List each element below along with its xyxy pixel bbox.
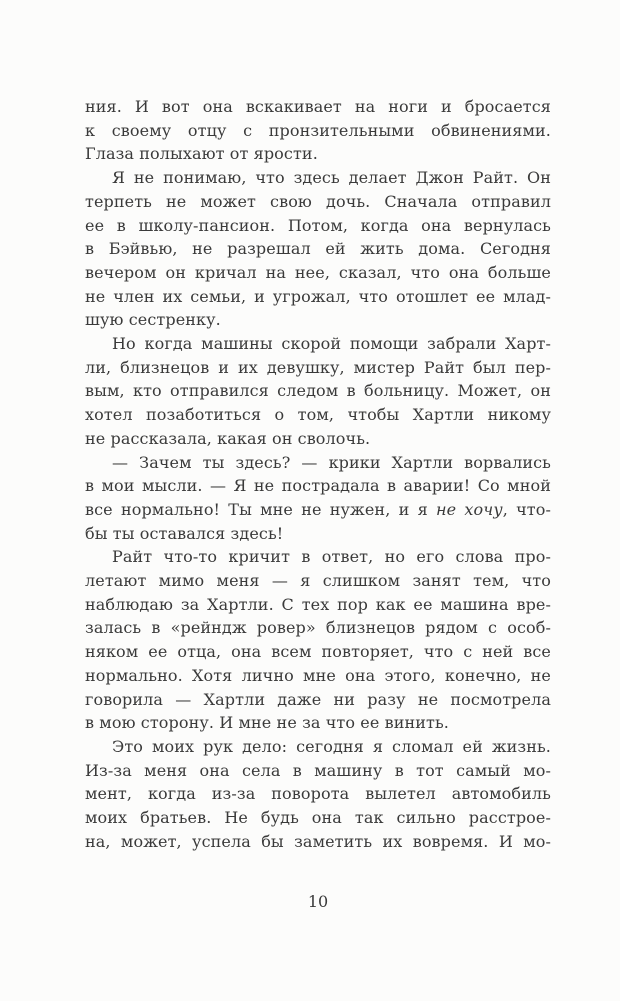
text-segment: — Зачем ты здесь? — крики Хартли ворвались: [112, 452, 551, 472]
text-line: [85, 261, 551, 285]
paragraph: [85, 166, 551, 332]
text-line: [85, 782, 551, 806]
text-segment: бы ты оставался здесь!: [85, 523, 284, 543]
text-line: [85, 166, 551, 190]
text-segment: в Бэйвью, не разрешал ей жить дома. Сегодня: [85, 239, 551, 259]
text-segment: ее в школу-пансион. Потом, когда она вернулась: [85, 215, 551, 235]
text-line: [85, 332, 551, 356]
text-segment: няком ее отца, она всем повторяет, что с ней все: [85, 642, 551, 662]
italic-text: не хочу: [436, 499, 503, 519]
paragraph: [85, 332, 551, 451]
text-segment: говорила — Хартли даже ни разу не посмотрела: [85, 689, 551, 709]
text-line: [85, 711, 551, 735]
text-line: [85, 593, 551, 617]
text-line: [85, 616, 551, 640]
text-segment: Это моих рук дело: сегодня я сломал ей жизнь.: [112, 736, 551, 756]
text-segment: летают мимо меня — я слишком занят тем, что: [85, 571, 551, 591]
text-segment: , что-: [502, 499, 551, 519]
text-line: [85, 119, 551, 143]
text-segment: Но когда машины скорой помощи забрали Харт-: [112, 334, 551, 354]
text-line: [85, 356, 551, 380]
text-segment: ния. И вот она вскакивает на ноги и бросается: [85, 97, 551, 116]
text-line: [85, 451, 551, 475]
text-segment: в мою сторону. И мне не за что ее винить.: [85, 713, 449, 733]
text-line: [85, 403, 551, 427]
text-line: [85, 759, 551, 783]
text-line: [85, 498, 551, 522]
text-line: [85, 142, 551, 166]
text-line: [85, 688, 551, 712]
text-segment: в мои мысли. — Я не пострадала в аварии! Со мной: [85, 476, 551, 496]
text-segment: не рассказала, какая он сволочь.: [85, 428, 371, 448]
page-text: [85, 95, 551, 854]
text-segment: к своему отцу с пронзительными обвинениями.: [85, 120, 551, 140]
text-line: [85, 379, 551, 403]
text-segment: шую сестренку.: [85, 310, 221, 330]
text-line: [85, 545, 551, 569]
text-segment: Глаза полыхают от ярости.: [85, 144, 318, 164]
text-segment: нормально. Хотя лично мне она этого, конечно, не: [85, 665, 551, 685]
page-number: 10: [307, 892, 329, 911]
text-line: [85, 640, 551, 664]
text-segment: моих братьев. Не будь она так сильно расстрое-: [85, 808, 551, 828]
text-line: [85, 427, 551, 451]
text-line: [85, 830, 551, 854]
text-segment: Из-за меня она села в машину в тот самый мо-: [85, 760, 551, 780]
text-segment: на, может, успела бы заметить их вовремя. И мо-: [85, 831, 551, 851]
text-line: [85, 285, 551, 309]
text-line: [85, 735, 551, 759]
text-segment: вечером он кричал на нее, сказал, что она больше: [85, 262, 551, 282]
text-line: [85, 190, 551, 214]
text-segment: не член их семьи, и угрожал, что отошлет ее млад-: [85, 286, 551, 306]
text-segment: терпеть не может свою дочь. Сначала отправил: [85, 191, 551, 211]
text-segment: Я не понимаю, что здесь делает Джон Райт. Он: [112, 168, 551, 188]
text-line: [85, 474, 551, 498]
text-segment: наблюдаю за Хартли. С тех пор как ее машина вре-: [85, 594, 551, 614]
text-line: [85, 308, 551, 332]
text-line: [85, 522, 551, 546]
text-line: [85, 237, 551, 261]
text-line: [85, 569, 551, 593]
text-segment: ли, близнецов и их девушку, мистер Райт был пер-: [85, 357, 551, 377]
paragraph: [85, 95, 551, 166]
text-segment: все нормально! Ты мне не нужен, и я: [85, 499, 436, 519]
text-segment: залась в «рейндж ровер» близнецов рядом с особ-: [85, 618, 551, 638]
text-segment: Райт что-то кричит в ответ, но его слова про-: [112, 547, 551, 567]
paragraph: [85, 545, 551, 735]
text-line: [85, 806, 551, 830]
text-segment: хотел позаботиться о том, чтобы Хартли никому: [85, 405, 551, 425]
text-line: [85, 664, 551, 688]
text-segment: вым, кто отправился следом в больницу. Может, он: [85, 381, 551, 401]
paragraph: [85, 451, 551, 546]
text-line: [85, 95, 551, 119]
text-line: [85, 214, 551, 238]
paragraph: [85, 735, 551, 854]
text-segment: мент, когда из-за поворота вылетел автомобиль: [85, 784, 551, 804]
